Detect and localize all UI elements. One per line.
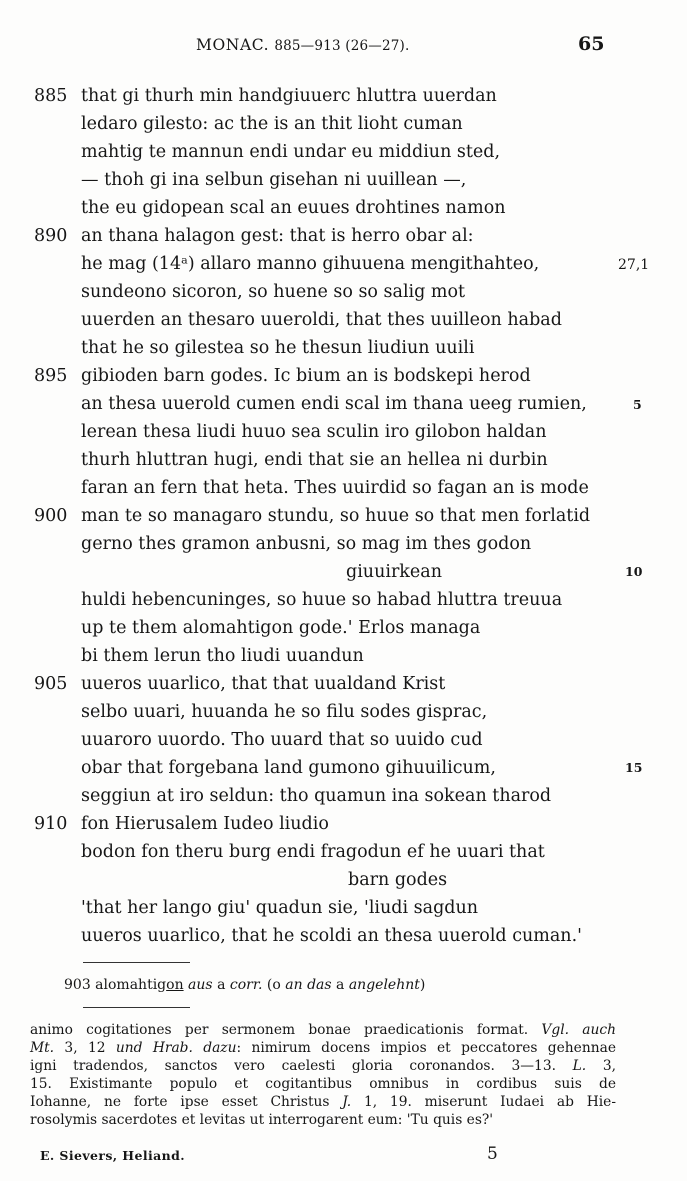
footnote-rule [83, 962, 190, 963]
line-number: 895 [34, 366, 68, 386]
verse-line: thurh hluttran hugi, endi that sie an hellea ni durbin [81, 450, 548, 470]
margin-reference: 15 [625, 760, 643, 775]
line-number: 905 [34, 674, 68, 694]
verse-line: that gi thurh min handgiuuerc hluttra uuerdan [81, 86, 497, 106]
verse-line: up te them alomahtigon gode.' Erlos managa [81, 618, 481, 638]
running-head-range: 885—913 (26—27). [274, 38, 410, 54]
critical-apparatus-note: 903 alomahtigon aus a corr. (o an das a angelehnt) [64, 977, 426, 993]
commentary-line: igni tradendos, sanctos vero caelesti gloria coronandos. 3—13. L. 3, [30, 1058, 616, 1074]
verse-line: he mag (14ᵃ) allaro manno gihuuena mengithahteo, [81, 254, 540, 274]
verse-line: obar that forgebana land gumono gihuuilicum, [81, 758, 496, 778]
verse-line: — thoh gi ina selbun gisehan ni uuillean —, [81, 170, 467, 190]
verse-line: mahtig te mannun endi undar eu middiun sted, [81, 142, 501, 162]
running-head [196, 36, 410, 54]
margin-reference: 5 [633, 397, 642, 412]
verse-line: sundeono sicoron, so huene so so salig mot [81, 282, 466, 302]
footer-book-title: E. Sievers, Heliand. [40, 1148, 186, 1163]
verse-line: uueros uuarlico, that he scoldi an thesa uuerold cuman.' [81, 926, 582, 946]
verse-line: gibioden barn godes. Ic bium an is bodskepi herod [81, 366, 531, 386]
line-number: 900 [34, 506, 68, 526]
line-number: 890 [34, 226, 68, 246]
running-head-siglum: MONAC. [196, 36, 270, 54]
commentary-line: animo cogitationes per sermonem bonae praedicationis format. Vgl. auch [30, 1022, 616, 1038]
verse-line: that he so gilestea so he thesun liudiun uuili [81, 338, 475, 358]
line-number: 910 [34, 814, 68, 834]
verse-line-continuation: barn godes [348, 870, 448, 890]
verse-line-continuation: giuuirkean [346, 562, 442, 582]
verse-line: man te so managaro stundu, so huue so that men forlatid [81, 506, 591, 526]
commentary-line: rosolymis sacerdotes et levitas ut interrogarent eum: 'Tu quis es?' [30, 1112, 494, 1128]
commentary-line: Mt. 3, 12 und Hrab. dazu: nimirum docens impios et peccatores gehennae [30, 1040, 617, 1056]
verse-line: ledaro gilesto: ac the is an thit lioht cuman [81, 114, 463, 134]
verse-line: an thesa uuerold cumen endi scal im thana ueeg rumien, [81, 394, 587, 414]
verse-line: bodon fon theru burg endi fragodun ef he uuari that [81, 842, 545, 862]
signature-mark: 5 [487, 1144, 498, 1164]
commentary-rule [83, 1007, 190, 1008]
margin-reference: 10 [625, 564, 643, 579]
verse-line: an thana halagon gest: that is herro obar al: [81, 226, 474, 246]
page-number: 65 [578, 33, 605, 55]
verse-line: 'that her lango giu' quadun sie, 'liudi sagdun [81, 898, 479, 918]
verse-line: the eu gidopean scal an euues drohtines namon [81, 198, 506, 218]
verse-line: uuaroro uuordo. Tho uuard that so uuido cud [81, 730, 483, 750]
verse-line: bi them lerun tho liudi uuandun [81, 646, 364, 666]
verse-line: selbo uuari, huuanda he so filu sodes gisprac, [81, 702, 488, 722]
verse-line: faran an fern that heta. Thes uuirdid so fagan an is mode [81, 478, 589, 498]
commentary-line: 15. Existimante populo et cogitantibus omnibus in cordibus suis de [30, 1076, 616, 1092]
line-number: 885 [34, 86, 68, 106]
verse-line: uueros uuarlico, that that uualdand Krist [81, 674, 446, 694]
verse-line: seggiun at iro seldun: tho quamun ina sokean tharod [81, 786, 552, 806]
margin-reference: 27,1 [618, 257, 650, 273]
commentary-line: Iohanne, ne forte ipse esset Christus J. 1, 19. miserunt Iudaei ab Hie- [30, 1094, 616, 1110]
verse-line: uuerden an thesaro uueroldi, that thes uuilleon habad [81, 310, 562, 330]
verse-line: lerean thesa liudi huuo sea sculin iro gilobon haldan [81, 422, 547, 442]
verse-line: fon Hierusalem Iudeo liudio [81, 814, 329, 834]
verse-line: gerno thes gramon anbusni, so mag im thes godon [81, 534, 532, 554]
verse-line: huldi hebencuninges, so huue so habad hluttra treuua [81, 590, 563, 610]
